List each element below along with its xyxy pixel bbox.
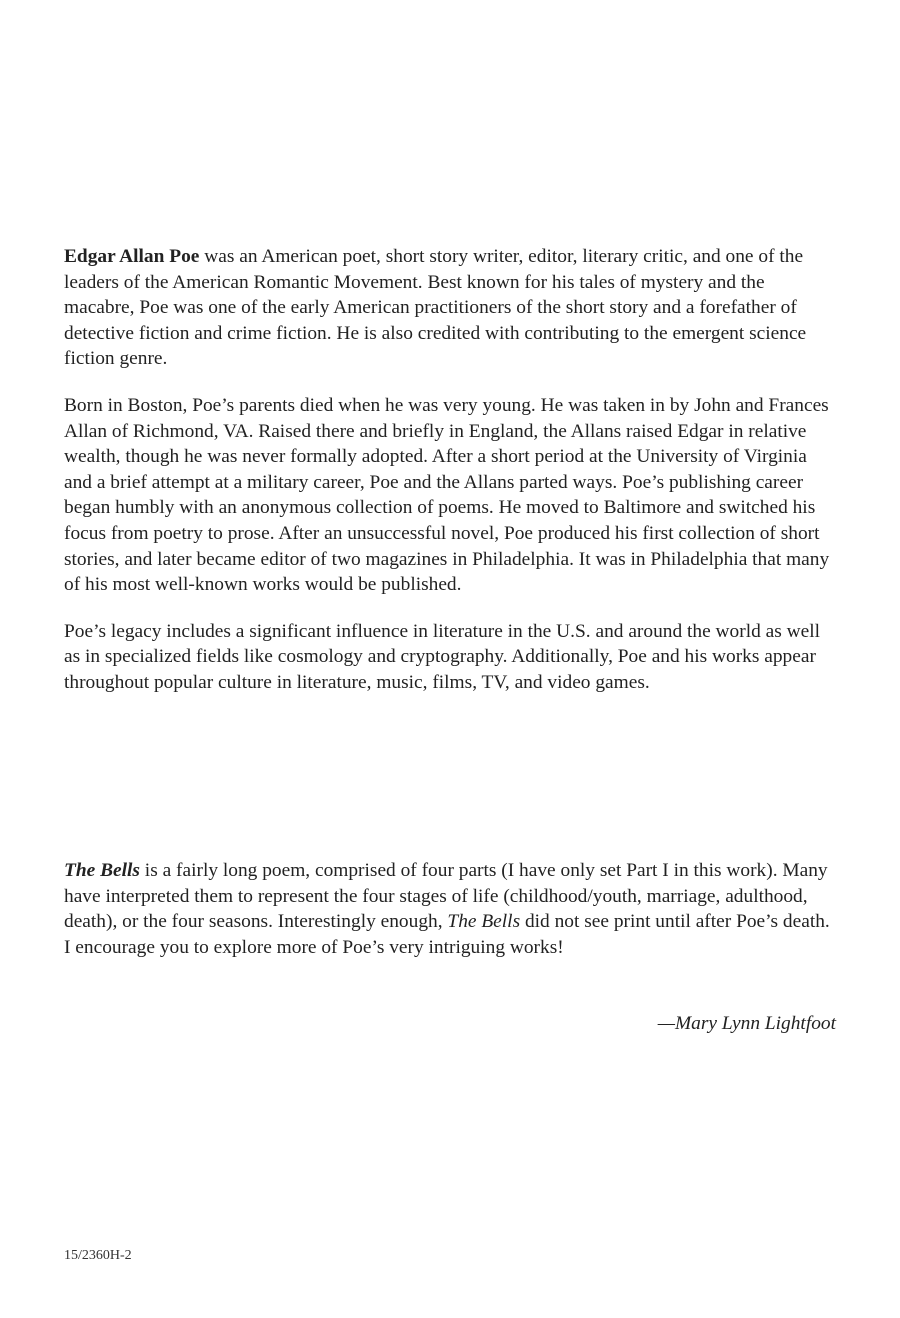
poem-title: The Bells [64, 860, 140, 881]
poem-note-text-1: is a fairly long poem, comprised of four parts (I have only set Part I in this work). Many have interpreted them to represent the four stages of life (childhood/youth, marriage, adulthood, death), or the four seasons. Interestingly enough, [64, 860, 828, 933]
signature: —Mary Lynn Lightfoot [657, 1013, 836, 1034]
biography-section [64, 244, 836, 717]
poem-note-section [64, 858, 836, 960]
biography-paragraph-3: Poe’s legacy includes a significant influence in literature in the U.S. and around the world as well as in specialized fields like cosmology and cryptography. Additionally, Poe and his works appear throughout popular culture in literature, music, films, TV, and video games. [64, 620, 821, 693]
biography-paragraph-1-text: was an American poet, short story writer, editor, literary critic, and one of the leaders of the American Romantic Movement. Best known for his tales of mystery and the macabre, Poe was one of the early American practitioners of the short story and a forefather of detective fiction and crime fiction. He is also credited with contributing to the emergent science fiction genre. [64, 246, 807, 370]
author-name: Edgar Allan Poe [64, 246, 200, 267]
biography-paragraph-2: Born in Boston, Poe’s parents died when he was very young. He was taken in by John and Frances Allan of Richmond, VA. Raised there and briefly in England, the Allans raised Edgar in relative wealth, though he was never formally adopted. After a short period at the University of Virginia and a brief attempt at a military career, Poe and the Allans parted ways. Poe’s publishing career began humbly with an anonymous collection of poems. He moved to Baltimore and switched his focus from poetry to prose. After an unsuccessful novel, Poe produced his first collection of short stories, and later became editor of two magazines in Philadelphia. It was in Philadelphia that many of his most well-known works would be published. [64, 394, 830, 596]
biography-paragraph-1 [64, 244, 836, 372]
poem-title-inline: The Bells [447, 911, 521, 933]
poem-note-text-2: did not see print until after Poe’s death. I encourage you to explore more of Poe’s very intriguing works! [64, 911, 830, 958]
poem-note-paragraph [64, 858, 836, 960]
catalog-number: 15/2360H-2 [64, 1248, 132, 1263]
